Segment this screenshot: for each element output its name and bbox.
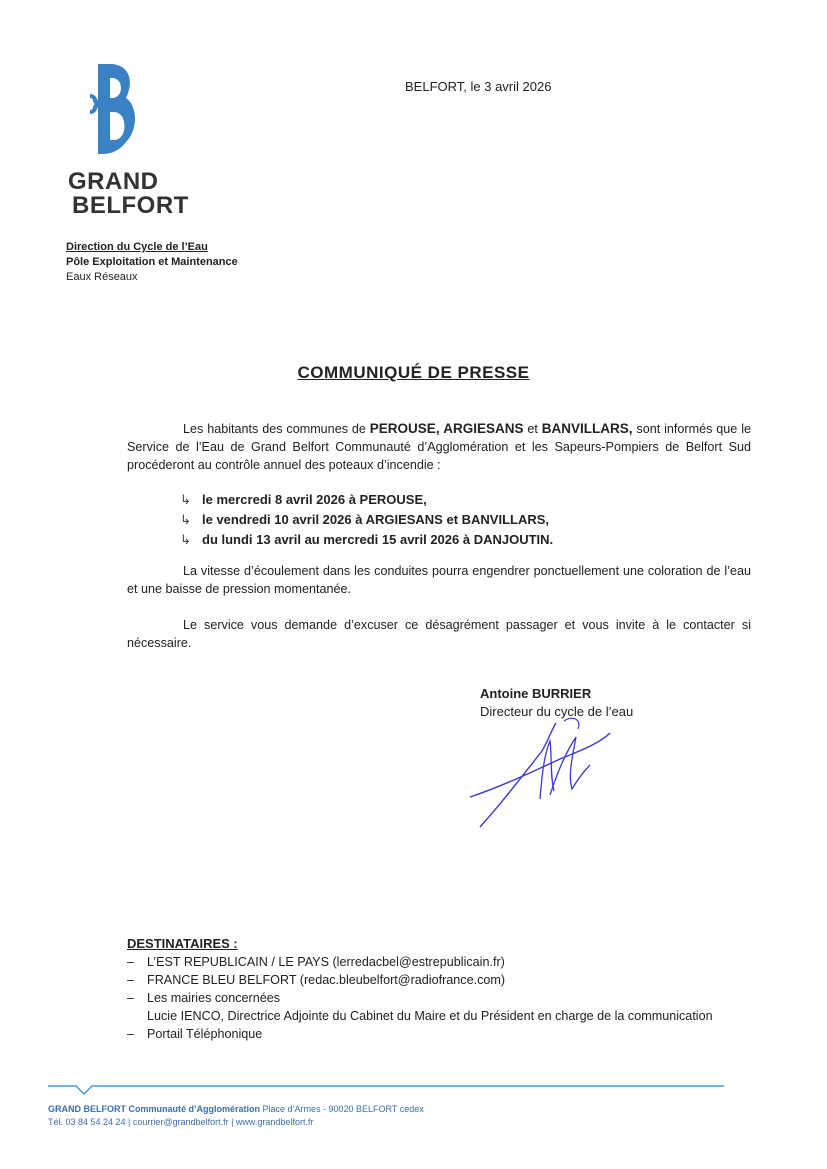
dash-marker: – [127,955,135,969]
dash-marker: – [127,1027,135,1041]
dash-marker: – [127,973,135,987]
list-item [127,971,753,989]
arrow-icon: ↳ [180,492,191,507]
paragraph-intro [127,420,751,474]
footer [48,1103,424,1129]
footer-address: Place d’Armes - 90020 BELFORT cedex [260,1104,424,1114]
footer-org: GRAND BELFORT Communauté d’Agglomération [48,1104,260,1114]
recipient-4: Portail Téléphonique [147,1027,263,1041]
list-item [127,953,753,971]
paragraph-flow: La vitesse d’écoulement dans les conduites pourra engendrer ponctuellement une coloration de l’eau et une baisse de pression momentanée. [127,564,751,596]
date-item-3: du lundi 13 avril au mercredi 15 avril 2026 à DANJOUTIN. [202,532,554,547]
department-block [66,240,238,285]
p1-communes-2: BANVILLARS, [541,421,633,436]
logo-word-grand: GRAND [68,168,159,195]
paragraph-apology: Le service vous demande d’excuser ce désagrément passager et vous invite à le contacter si nécessaire. [127,618,751,650]
date-item-1: le mercredi 8 avril 2026 à PEROUSE, [202,492,427,507]
handwritten-signature [460,715,620,840]
grand-belfort-logo [68,60,198,218]
recipients-block [127,935,753,1043]
p1-part-b: et [523,422,542,436]
dash-marker: – [127,991,135,1005]
signatory-name: Antoine BURRIER [480,686,592,701]
b-logo-icon [68,60,138,158]
footer-divider [48,1080,728,1101]
department-service: Eaux Réseaux [66,271,138,283]
date-item-2: le vendredi 10 avril 2026 à ARGIESANS et BANVILLARS, [202,512,550,527]
list-item [180,530,553,550]
list-item [180,490,553,510]
list-item [180,510,553,530]
recipient-3: Les mairies concernées [147,991,280,1005]
signatory-role: Directeur du cycle de l’eau [480,704,634,719]
list-item [127,989,753,1007]
p1-part-c: sont informés que le Service de l’Eau de Grand Belfort Communauté d’Agglomération et les Sapeurs-Pompiers de Belfort Sud procéderont au contrôle annuel des poteaux d’incendie : [127,422,752,472]
recipient-1: L’EST REPUBLICAIN / LE PAYS (lerredacbel@estrepublicain.fr) [147,955,505,969]
list-item [127,1025,753,1043]
recipient-3-detail: Lucie IENCO, Directrice Adjointe du Cabinet du Maire et du Président en charge de la communication [147,1009,713,1023]
arrow-icon: ↳ [180,532,191,547]
page-title [0,363,827,383]
arrow-icon: ↳ [180,512,191,527]
dates-list [180,490,553,550]
recipient-2: FRANCE BLEU BELFORT (redac.bleubelfort@radiofrance.com) [147,973,506,987]
p1-part-a: Les habitants des communes de [183,422,370,436]
place-date: BELFORT, le 3 avril 2026 [405,79,552,94]
page-title-text: COMMUNIQUÉ DE PRESSE [297,363,530,382]
logo-word-belfort: BELFORT [72,192,189,219]
department-pole: Pôle Exploitation et Maintenance [66,256,238,268]
p1-communes-1: PEROUSE, ARGIESANS [369,421,524,436]
recipients-title: DESTINATAIRES : [127,936,238,951]
department-name: Direction du Cycle de l’Eau [66,241,208,253]
footer-contact: Tél. 03 84 54 24 24 | courrier@grandbelfort.fr | www.grandbelfort.fr [48,1117,314,1127]
